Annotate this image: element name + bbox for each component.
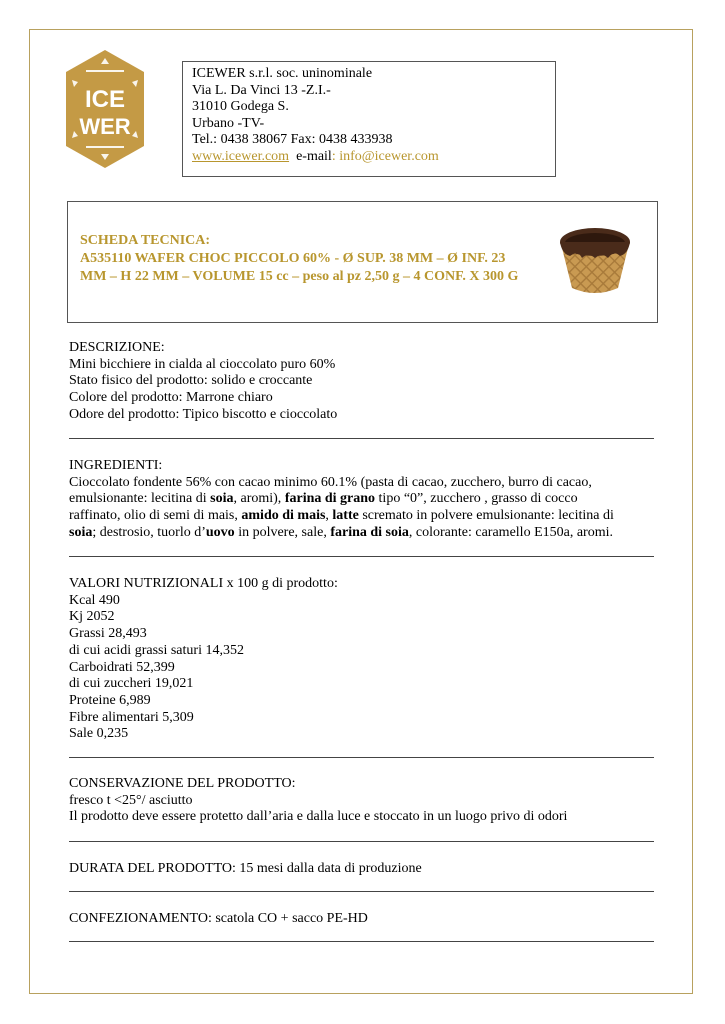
ingredients-text: raffinato, olio di semi di mais,	[69, 508, 242, 524]
icewer-logo	[66, 50, 144, 168]
shelf-life-text: DURATA DEL PRODOTTO: 15 mesi dalla data di produzione	[69, 861, 422, 876]
website-link[interactable]: www.icewer.com	[192, 148, 290, 164]
nutrition-row: Carboidrati 52,399	[69, 659, 175, 675]
nutrition-row: Sale 0,235	[69, 726, 129, 742]
company-postal: 31010 Godega S.	[192, 99, 289, 115]
wafer-cup-image	[558, 226, 632, 298]
ingredients-text: scremato in polvere emulsionante: lecitina di	[358, 508, 614, 524]
storage-line-1: fresco t <25°/ asciutto	[69, 792, 193, 808]
nutrition-section	[69, 576, 659, 743]
shelf-life-section	[69, 861, 659, 878]
logo-text-bottom: WER	[79, 114, 131, 139]
email-address[interactable]: info@icewer.com	[339, 148, 439, 164]
allergen-uovo: uovo	[205, 524, 235, 540]
description-line: Odore del prodotto: Tipico biscotto e cioccolato	[69, 406, 338, 422]
description-line: Mini bicchiere in cialda al cioccolato puro 60%	[69, 356, 336, 372]
divider	[69, 841, 654, 842]
nutrition-row: Kcal 490	[69, 592, 120, 608]
nutrition-row: Fibre alimentari 5,309	[69, 709, 194, 725]
ingredients-title: INGREDIENTI:	[69, 458, 163, 473]
nutrition-row: Proteine 6,989	[69, 692, 151, 708]
company-web-email-line	[192, 149, 546, 166]
ingredients-line-1: Cioccolato fondente 56% con cacao minimo 60.1% (pasta di cacao, zucchero, burro di cacao,	[69, 474, 592, 490]
divider	[69, 556, 654, 557]
ingredients-text: emulsionante: lecitina di	[69, 491, 211, 507]
ingredients-text: in polvere, sale,	[234, 524, 331, 540]
spec-line-1: A535110 WAFER CHOC PICCOLO 60% - Ø SUP. 38 MM – Ø INF. 23	[80, 251, 506, 266]
description-line: Colore del prodotto: Marrone chiaro	[69, 390, 273, 406]
company-name: ICEWER s.r.l. soc. uninominale	[192, 66, 373, 81]
company-phone: Tel.: 0438 38067 Fax: 0438 433938	[192, 132, 393, 148]
packaging-section	[69, 911, 659, 928]
allergen-farina-soia: farina di soia	[330, 524, 409, 540]
nutrition-row: di cui zuccheri 19,021	[69, 676, 194, 692]
allergen-amido-mais: amido di mais	[241, 508, 326, 524]
ingredients-text: , aromi),	[233, 491, 285, 507]
ingredients-line-4	[69, 525, 659, 542]
allergen-latte: latte	[332, 508, 359, 524]
spec-heading: SCHEDA TECNICA:	[80, 233, 211, 248]
divider	[69, 757, 654, 758]
spec-text	[80, 232, 550, 286]
spec-box	[67, 201, 658, 323]
nutrition-row: Grassi 28,493	[69, 626, 147, 642]
storage-section	[69, 776, 659, 826]
nutrition-row: di cui acidi grassi saturi 14,352	[69, 642, 244, 658]
ingredients-text: ; destrosio, tuorlo d’	[92, 524, 206, 540]
company-address-box	[182, 61, 556, 177]
divider	[69, 438, 654, 439]
logo-text-top: ICE	[84, 86, 126, 113]
storage-line-2: Il prodotto deve essere protetto dall’aria e dalla luce e stoccato in un luogo privo di odori	[69, 809, 568, 825]
ingredients-line-2	[69, 491, 659, 508]
email-separator: :	[331, 148, 336, 164]
ingredients-text: ,	[325, 508, 333, 524]
allergen-soia: soia	[69, 524, 93, 540]
description-line: Stato fisico del prodotto: solido e croccante	[69, 373, 313, 389]
nutrition-title: VALORI NUTRIZIONALI x 100 g di prodotto:	[69, 576, 338, 591]
description-section	[69, 340, 659, 424]
description-title: DESCRIZIONE:	[69, 340, 165, 355]
divider	[69, 941, 654, 942]
packaging-text: CONFEZIONAMENTO: scatola CO + sacco PE-HD	[69, 911, 368, 926]
storage-title: CONSERVAZIONE DEL PRODOTTO:	[69, 776, 296, 791]
ingredients-text: tipo “0”, zucchero , grasso di cocco	[375, 491, 578, 507]
company-town: Urbano -TV-	[192, 115, 265, 131]
email-label: e-mail	[296, 148, 332, 164]
allergen-grano: farina di grano	[284, 491, 376, 507]
ingredients-section	[69, 458, 659, 542]
nutrition-row: Kj 2052	[69, 609, 115, 625]
allergen-soia: soia	[210, 491, 234, 507]
spec-line-2: MM – H 22 MM – VOLUME 15 cc – peso al pz 2,50 g – 4 CONF. X 300 G	[80, 269, 519, 284]
divider	[69, 891, 654, 892]
ingredients-line-3	[69, 508, 659, 525]
ingredients-text: , colorante: caramello E150a, aromi.	[408, 524, 613, 540]
company-street: Via L. Da Vinci 13 -Z.I.-	[192, 82, 331, 98]
